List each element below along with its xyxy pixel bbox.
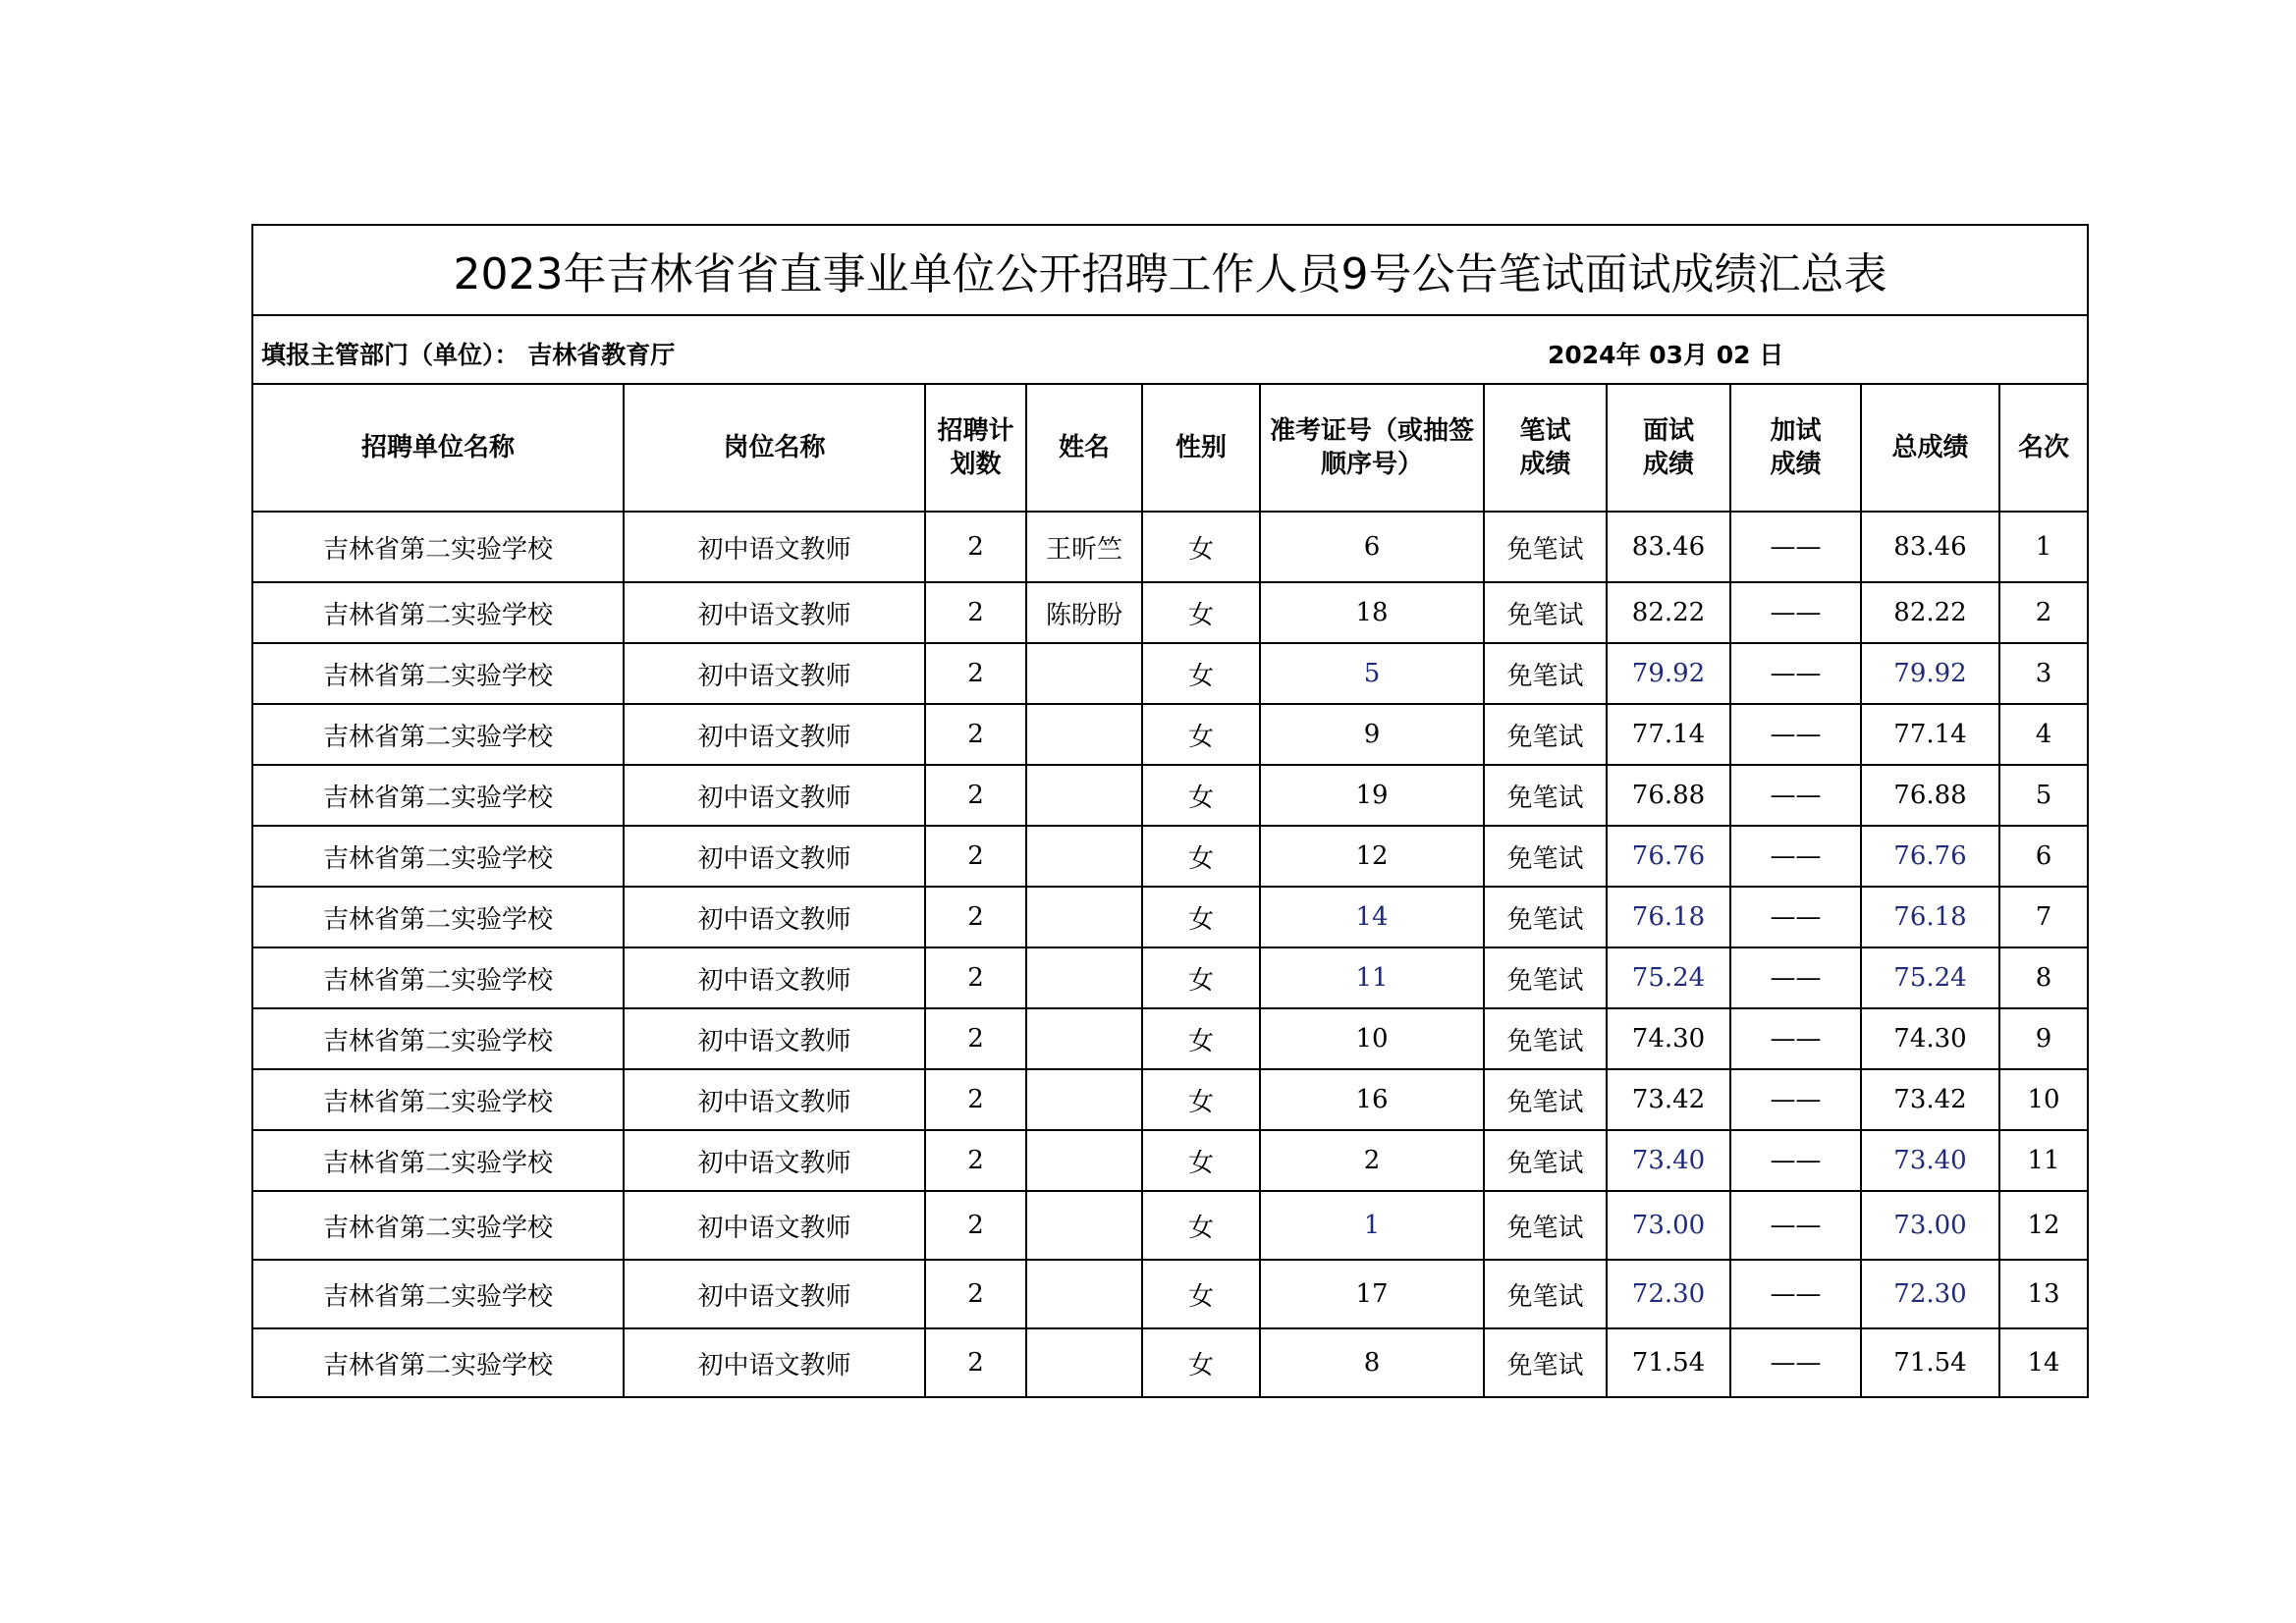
- cell-unit: 吉林省第二实验学校: [252, 826, 624, 887]
- cell-interview: 73.00: [1607, 1191, 1730, 1260]
- header-name: 姓名: [1026, 384, 1142, 512]
- cell-plan: 2: [925, 1069, 1026, 1130]
- cell-extra: ——: [1730, 512, 1861, 582]
- cell-extra: ——: [1730, 704, 1861, 765]
- cell-gender: 女: [1142, 704, 1260, 765]
- cell-unit: 吉林省第二实验学校: [252, 582, 624, 643]
- cell-post: 初中语文教师: [624, 887, 925, 947]
- cell-extra: ——: [1730, 826, 1861, 887]
- cell-unit: 吉林省第二实验学校: [252, 947, 624, 1008]
- cell-rank: 8: [1999, 947, 2088, 1008]
- cell-interview: 74.30: [1607, 1008, 1730, 1069]
- table-row: [252, 643, 2088, 704]
- cell-total: 76.76: [1861, 826, 1999, 887]
- cell-interview: 72.30: [1607, 1260, 1730, 1328]
- cell-plan: 2: [925, 1328, 1026, 1397]
- cell-rank: 7: [1999, 887, 2088, 947]
- cell-gender: 女: [1142, 643, 1260, 704]
- reporting-department: 填报主管部门（单位）： 吉林省教育厅: [261, 341, 676, 369]
- cell-post: 初中语文教师: [624, 512, 925, 582]
- cell-name: [1026, 1069, 1142, 1130]
- cell-gender: 女: [1142, 887, 1260, 947]
- header-interview: [1607, 384, 1730, 512]
- cell-total: 73.40: [1861, 1130, 1999, 1191]
- header-interview-text: 面试成绩: [1642, 416, 1694, 479]
- table-row: [252, 826, 2088, 887]
- cell-post: 初中语文教师: [624, 1069, 925, 1130]
- cell-interview: 76.76: [1607, 826, 1730, 887]
- cell-written: 免笔试: [1484, 643, 1607, 704]
- header-plan: [925, 384, 1026, 512]
- table-row: [252, 1260, 2088, 1328]
- cell-no: 16: [1260, 1069, 1484, 1130]
- cell-extra: ——: [1730, 887, 1861, 947]
- cell-gender: 女: [1142, 1069, 1260, 1130]
- header-gender: 性别: [1142, 384, 1260, 512]
- cell-post: 初中语文教师: [624, 1260, 925, 1328]
- cell-name: [1026, 1260, 1142, 1328]
- table-row: [252, 887, 2088, 947]
- header-rank: 名次: [1999, 384, 2088, 512]
- cell-plan: 2: [925, 887, 1026, 947]
- cell-name: [1026, 1191, 1142, 1260]
- cell-unit: 吉林省第二实验学校: [252, 1328, 624, 1397]
- cell-written: 免笔试: [1484, 887, 1607, 947]
- cell-unit: 吉林省第二实验学校: [252, 765, 624, 826]
- cell-interview: 77.14: [1607, 704, 1730, 765]
- cell-post: 初中语文教师: [624, 582, 925, 643]
- cell-extra: ——: [1730, 1260, 1861, 1328]
- cell-name: 陈盼盼: [1026, 582, 1142, 643]
- header-ticket-text: 准考证号（或抽签顺序号）: [1269, 416, 1474, 479]
- cell-total: 77.14: [1861, 704, 1999, 765]
- cell-name: [1026, 1328, 1142, 1397]
- cell-post: 初中语文教师: [624, 643, 925, 704]
- cell-written: 免笔试: [1484, 512, 1607, 582]
- cell-written: 免笔试: [1484, 1260, 1607, 1328]
- cell-extra: ——: [1730, 643, 1861, 704]
- page-title: 2023年吉林省省直事业单位公开招聘工作人员9号公告笔试面试成绩汇总表: [252, 225, 2088, 315]
- cell-rank: 10: [1999, 1069, 2088, 1130]
- cell-rank: 11: [1999, 1130, 2088, 1191]
- header-unit: 招聘单位名称: [252, 384, 624, 512]
- cell-plan: 2: [925, 826, 1026, 887]
- cell-total: 73.42: [1861, 1069, 1999, 1130]
- cell-written: 免笔试: [1484, 826, 1607, 887]
- score-table: [251, 224, 2089, 1398]
- header-ticket: [1260, 384, 1484, 512]
- cell-extra: ——: [1730, 1328, 1861, 1397]
- cell-unit: 吉林省第二实验学校: [252, 1260, 624, 1328]
- cell-gender: 女: [1142, 1328, 1260, 1397]
- cell-total: 76.18: [1861, 887, 1999, 947]
- cell-unit: 吉林省第二实验学校: [252, 1130, 624, 1191]
- cell-rank: 5: [1999, 765, 2088, 826]
- cell-rank: 1: [1999, 512, 2088, 582]
- table-row: [252, 1191, 2088, 1260]
- table-row: [252, 1328, 2088, 1397]
- cell-plan: 2: [925, 582, 1026, 643]
- cell-rank: 6: [1999, 826, 2088, 887]
- cell-extra: ——: [1730, 1191, 1861, 1260]
- cell-name: [1026, 1130, 1142, 1191]
- cell-interview: 79.92: [1607, 643, 1730, 704]
- cell-extra: ——: [1730, 947, 1861, 1008]
- header-written-text: 笔试成绩: [1519, 416, 1571, 479]
- cell-plan: 2: [925, 512, 1026, 582]
- cell-rank: 2: [1999, 582, 2088, 643]
- cell-post: 初中语文教师: [624, 1008, 925, 1069]
- cell-written: 免笔试: [1484, 704, 1607, 765]
- cell-plan: 2: [925, 1130, 1026, 1191]
- cell-post: 初中语文教师: [624, 1191, 925, 1260]
- cell-total: 74.30: [1861, 1008, 1999, 1069]
- cell-unit: 吉林省第二实验学校: [252, 1069, 624, 1130]
- cell-name: [1026, 887, 1142, 947]
- table-row: [252, 947, 2088, 1008]
- cell-no: 10: [1260, 1008, 1484, 1069]
- cell-unit: 吉林省第二实验学校: [252, 887, 624, 947]
- cell-extra: ——: [1730, 765, 1861, 826]
- cell-rank: 3: [1999, 643, 2088, 704]
- cell-written: 免笔试: [1484, 1130, 1607, 1191]
- cell-rank: 13: [1999, 1260, 2088, 1328]
- cell-rank: 9: [1999, 1008, 2088, 1069]
- cell-extra: ——: [1730, 1069, 1861, 1130]
- cell-interview: 83.46: [1607, 512, 1730, 582]
- cell-written: 免笔试: [1484, 1328, 1607, 1397]
- cell-plan: 2: [925, 947, 1026, 1008]
- cell-gender: 女: [1142, 1191, 1260, 1260]
- cell-interview: 75.24: [1607, 947, 1730, 1008]
- cell-interview: 73.40: [1607, 1130, 1730, 1191]
- header-row: [252, 384, 2088, 512]
- cell-total: 76.88: [1861, 765, 1999, 826]
- cell-total: 83.46: [1861, 512, 1999, 582]
- cell-rank: 4: [1999, 704, 2088, 765]
- header-plan-text: 招聘计划数: [937, 416, 1014, 479]
- cell-name: [1026, 704, 1142, 765]
- cell-no: 12: [1260, 826, 1484, 887]
- cell-no: 14: [1260, 887, 1484, 947]
- cell-gender: 女: [1142, 1130, 1260, 1191]
- cell-plan: 2: [925, 704, 1026, 765]
- cell-interview: 76.18: [1607, 887, 1730, 947]
- cell-no: 11: [1260, 947, 1484, 1008]
- cell-total: 73.00: [1861, 1191, 1999, 1260]
- cell-unit: 吉林省第二实验学校: [252, 643, 624, 704]
- cell-total: 71.54: [1861, 1328, 1999, 1397]
- cell-name: [1026, 765, 1142, 826]
- cell-no: 19: [1260, 765, 1484, 826]
- cell-rank: 14: [1999, 1328, 2088, 1397]
- cell-extra: ——: [1730, 1130, 1861, 1191]
- cell-name: [1026, 826, 1142, 887]
- cell-gender: 女: [1142, 512, 1260, 582]
- cell-post: 初中语文教师: [624, 704, 925, 765]
- cell-gender: 女: [1142, 582, 1260, 643]
- cell-extra: ——: [1730, 1008, 1861, 1069]
- cell-name: 王昕竺: [1026, 512, 1142, 582]
- cell-total: 75.24: [1861, 947, 1999, 1008]
- cell-written: 免笔试: [1484, 765, 1607, 826]
- cell-plan: 2: [925, 1191, 1026, 1260]
- cell-interview: 73.42: [1607, 1069, 1730, 1130]
- cell-interview: 82.22: [1607, 582, 1730, 643]
- cell-post: 初中语文教师: [624, 765, 925, 826]
- header-total: 总成绩: [1861, 384, 1999, 512]
- cell-post: 初中语文教师: [624, 826, 925, 887]
- cell-no: 8: [1260, 1328, 1484, 1397]
- report-date: 2024年 03月 02 日: [1548, 341, 1784, 369]
- cell-no: 5: [1260, 643, 1484, 704]
- cell-plan: 2: [925, 1260, 1026, 1328]
- cell-interview: 71.54: [1607, 1328, 1730, 1397]
- cell-name: [1026, 1008, 1142, 1069]
- cell-unit: 吉林省第二实验学校: [252, 1008, 624, 1069]
- cell-plan: 2: [925, 1008, 1026, 1069]
- table-row: [252, 582, 2088, 643]
- cell-post: 初中语文教师: [624, 947, 925, 1008]
- cell-no: 9: [1260, 704, 1484, 765]
- cell-no: 2: [1260, 1130, 1484, 1191]
- cell-name: [1026, 643, 1142, 704]
- cell-no: 6: [1260, 512, 1484, 582]
- table-row: [252, 1069, 2088, 1130]
- header-extra-text: 加试成绩: [1770, 416, 1822, 479]
- cell-extra: ——: [1730, 582, 1861, 643]
- cell-no: 18: [1260, 582, 1484, 643]
- cell-plan: 2: [925, 643, 1026, 704]
- cell-total: 82.22: [1861, 582, 1999, 643]
- cell-gender: 女: [1142, 947, 1260, 1008]
- cell-written: 免笔试: [1484, 1191, 1607, 1260]
- cell-unit: 吉林省第二实验学校: [252, 1191, 624, 1260]
- cell-gender: 女: [1142, 826, 1260, 887]
- cell-gender: 女: [1142, 765, 1260, 826]
- table-row: [252, 765, 2088, 826]
- cell-interview: 76.88: [1607, 765, 1730, 826]
- cell-written: 免笔试: [1484, 947, 1607, 1008]
- cell-unit: 吉林省第二实验学校: [252, 512, 624, 582]
- cell-name: [1026, 947, 1142, 1008]
- cell-no: 1: [1260, 1191, 1484, 1260]
- cell-post: 初中语文教师: [624, 1328, 925, 1397]
- cell-written: 免笔试: [1484, 1069, 1607, 1130]
- table-row: [252, 704, 2088, 765]
- cell-unit: 吉林省第二实验学校: [252, 704, 624, 765]
- cell-no: 17: [1260, 1260, 1484, 1328]
- header-extra: [1730, 384, 1861, 512]
- cell-gender: 女: [1142, 1260, 1260, 1328]
- cell-total: 79.92: [1861, 643, 1999, 704]
- header-post: 岗位名称: [624, 384, 925, 512]
- cell-post: 初中语文教师: [624, 1130, 925, 1191]
- cell-plan: 2: [925, 765, 1026, 826]
- cell-written: 免笔试: [1484, 582, 1607, 643]
- table-row: [252, 512, 2088, 582]
- cell-written: 免笔试: [1484, 1008, 1607, 1069]
- info-row: [252, 315, 2088, 384]
- table-row: [252, 1130, 2088, 1191]
- cell-gender: 女: [1142, 1008, 1260, 1069]
- table-row: [252, 1008, 2088, 1069]
- cell-rank: 12: [1999, 1191, 2088, 1260]
- cell-total: 72.30: [1861, 1260, 1999, 1328]
- header-written: [1484, 384, 1607, 512]
